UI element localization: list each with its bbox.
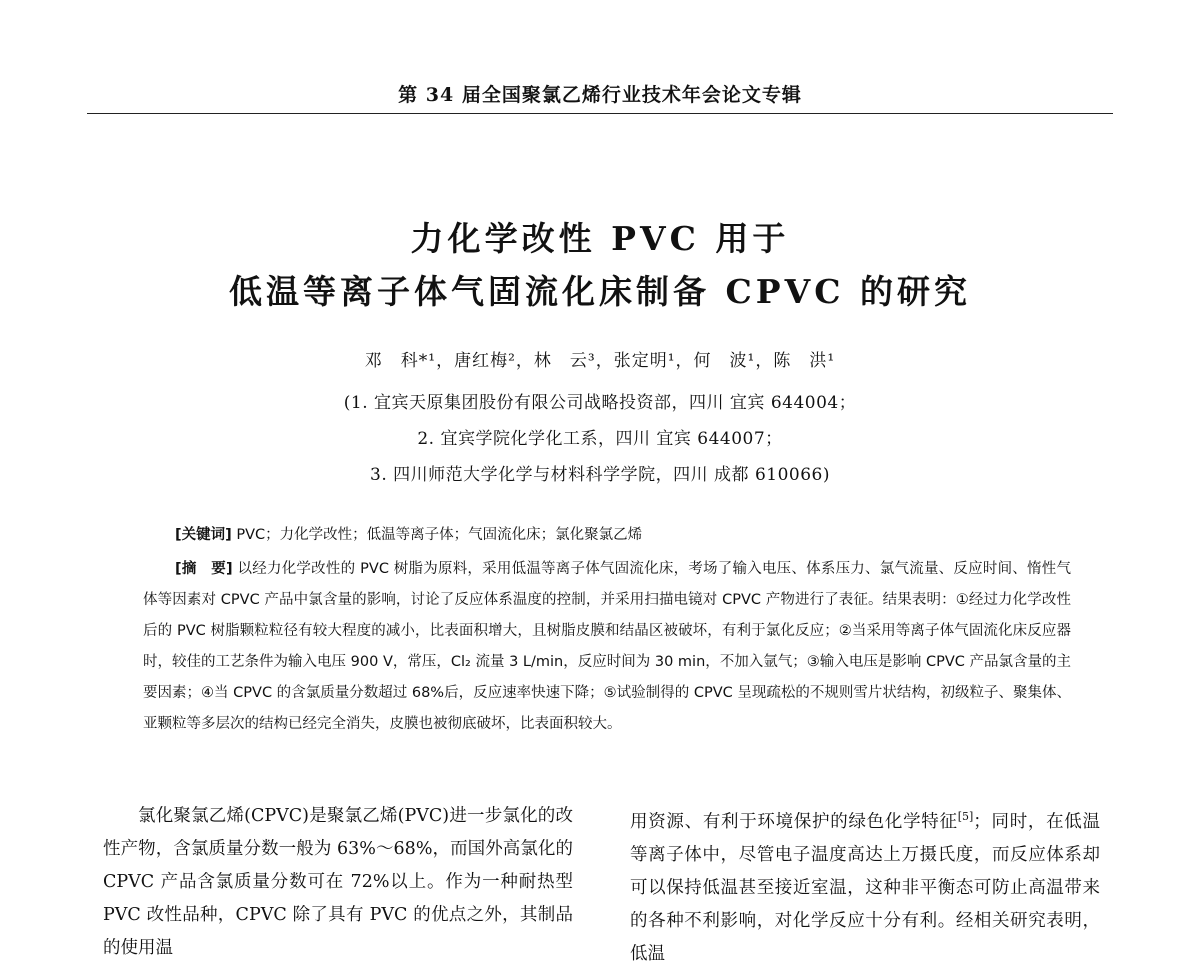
citation-5: [5] — [957, 810, 974, 823]
body-left-column: 氯化聚氯乙烯(CPVC)是聚氯乙烯(PVC)进一步氯化的改性产物，含氯质量分数一般为 63%～68%，而国外高氯化的 CPVC 产品含氯质量分数可在 72%以上。作为一种耐热型 PVC 改性品种，CPVC 除了具有 PVC 的优点之外，其制品的使用温 — [103, 806, 573, 958]
affiliation-3: 3. 四川师范大学化学与材料科学学院，四川 成都 610066) — [370, 465, 830, 485]
abstract — [143, 554, 1071, 740]
affiliation-2: 2. 宜宾学院化学化工系，四川 宜宾 644007； — [417, 429, 783, 449]
right-column-rest: ；同时，在低温等离子体中，尽管电子温度高达上万摄氏度，而反应体系却可以保持低温甚至接近室温，这种非平衡态可防止高温带来的各种不利影响，对化学反应十分有利。 — [630, 811, 1101, 931]
header-rule — [87, 113, 1113, 114]
abstract-text: 以经力化学改性的 PVC 树脂为原料，采用低温等离子体气固流化床，考场了输入电压、体系压力、氯气流量、反应时间、惰性气体等因素对 CPVC 产品中氯含量的影响，讨论了反应体系温度的控制，并采用扫描电镜对 CPVC 产物进行了表征。结果表明：①经过力化学改性后的 PVC 树脂颗粒粒径有较大程度的减小，比表面积增大，且树脂皮膜和结晶区被破坏，有利于氯化反应；②当采用等离子体气固流化床反应器时，较佳的工艺条件为输入电压 900 V，常压，Cl₂ 流量 3 L/min，反应时间为 30 min，不加入氩气；③输入电压是影响 CPVC 产品氯含量的主要因素；④当 CPVC 的含氯质量分数超过 68%后，反应速率快速下降；⑤试验制得的 CPVC 呈现疏松的不规则雪片状结构，初级粒子、聚集体、亚颗粒等多层次的结构已经完全消失，皮膜也被彻底破坏，比表面积较大。 — [143, 561, 1071, 732]
right-column-line-1: 用资源、有利于环境保护的绿色化学特征 — [630, 811, 958, 832]
abstract-label: [摘 要] — [175, 561, 233, 577]
running-head: 第 34 届全国聚氯乙烯行业技术年会论文专辑 — [398, 84, 802, 106]
keywords-text: PVC；力化学改性；低温等离子体；气固流化床；氯化聚氯乙烯 — [231, 527, 643, 543]
keywords-label: [关键词] — [175, 527, 232, 543]
affiliation-1: (1. 宜宾天原集团股份有限公司战略投资部，四川 宜宾 644004； — [343, 393, 857, 413]
right-column-tail: 经相关研究表明，低温 — [630, 910, 1101, 964]
paper-title-line-1: 力化学改性 PVC 用于 — [410, 219, 790, 258]
keywords — [175, 525, 1075, 545]
body-right-column — [630, 800, 1100, 971]
paper-title-line-2: 低温等离子体气固流化床制备 CPVC 的研究 — [229, 272, 971, 311]
author-list: 邓 科*¹，唐红梅²，林 云³，张定明¹，何 波¹，陈 洪¹ — [364, 351, 836, 371]
